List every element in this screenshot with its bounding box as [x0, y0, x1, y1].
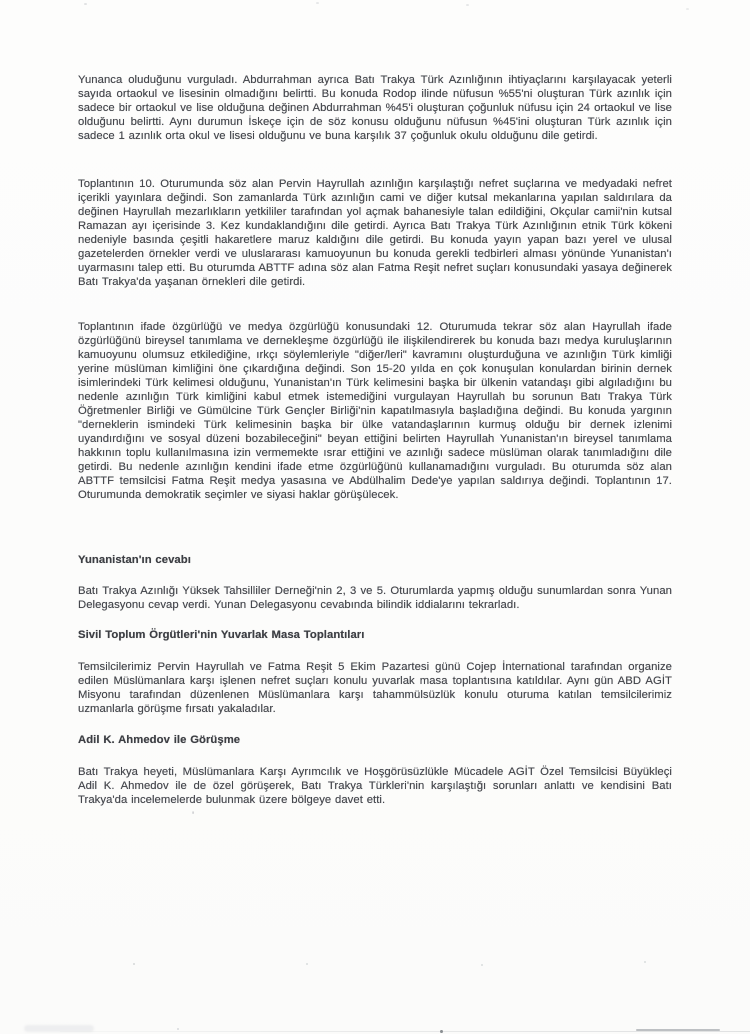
scan-speck: [466, 4, 469, 6]
scan-bottom-edge-dark: [636, 1029, 720, 1031]
scan-speck: [316, 2, 319, 4]
paragraph-ahmedov-meeting: Batı Trakya heyeti, Müslümanlara Karşı Ayrımcılık ve Hoşgörüsüzlükle Mücadele AGİT Özel Temsilcisi Büyükleçi Adil K. Ahmedov ile de özel görüşerek, Batı Trakya Türkleri'nin karşılaştığı sorunları anlattı ve kendisini Batı Trakya'da incelemelerde bulunmak üzere bölgeye davet etti.: [78, 766, 672, 806]
paragraph-minority-schools: Yunanca oluduğunu vurguladı. Abdurrahman ayrıca Batı Trakya Türk Azınlığının ihtiyaçlarını karşılayacak yeterli sayıda ortaokul ve lisesinin olmadığını belirtti. Bu konuda Rodop ilinde nüfusun %55'ni oluşturan Türk azınlık için sadece bir ortaokul ve lise olduğuna değinen Abdurrahman %45'i oluşturan çoğunluk nüfusu için 24 ortaokul ve lise olduğunu belirtti. Aynı durumun İskeçe için de söz konusu olduğunu nüfusun %45'ini oluşturan Türk azınlık için sadece 1 azınlık orta okul ve lisesi olduğunu ve buna karşılık 37 çoğunluk okulu olduğunu dile getirdi.: [78, 74, 672, 142]
scan-speck: [306, 963, 308, 965]
paragraph-greece-response: Batı Trakya Azınlığı Yüksek Tahsilliler Derneği'nin 2, 3 ve 5. Oturumlarda yapmış olduğu sunumlardan sonra Yunan Delegasyonu cevap verdi. Yunan Delegasyonu cevabında bilindik iddialarını tekrarladı.: [78, 585, 672, 611]
scan-speck: [644, 961, 646, 963]
scan-stray-mark: ': [192, 810, 195, 822]
scan-speck: [133, 963, 135, 965]
scan-bottom-edge: [60, 1031, 750, 1032]
heading-greece-response: Yunanistan'ın cevabı: [78, 554, 191, 566]
heading-ngo-roundtable-meetings: Sivil Toplum Örgütleri'nin Yuvarlak Masa Toplantıları: [78, 629, 365, 641]
paragraph-session12-freedom-of-expression: Toplantının ifade özgürlüğü ve medya özgürlüğü konusundaki 12. Oturumuda tekrar söz alan Hayrullah ifade özgürlüğünü bireysel tanımlama ve dernekleşme özgürlüğü ile ilişkilendirerek bu konuda bazı medya kuruluşlarının kamuoyunu olumsuz etkilediğine, ırkçı söylemleriyle "diğer/leri" kavramını oluşturduğuna ve azınlığın Türk kimliği yerine müslüman kimliğini öne çıkardığına değindi. Son 15-20 yılda en çok konuşulan konulardan birinin dernek isimlerindeki Türk kelimesi olduğunu, Yunanistan'ın Türk kelimesini başka bir ülkenin vatandaşı gibi algıladığını bu nedenle azınlığın Türk kimliğini kabul etmek istemediğini vurgulayan Hayrullah bu sorunun Batı Trakya Türk Öğretmenler Birliği ve Gümülcine Türk Gençler Birliği'nin kapatılmasıyla başladığına değindi. Bu konuda yargının "derneklerin ismindeki Türk kelimesinin başka bir ülke vatandaşlarının kurmuş olduğu bir dernek izlenimi uyandırdığını ve sosyal düzeni bozabileceğini" beyan ettiğini belirten Hayrullah Yunanistan'ın bireysel tanımlama hakkının toplu kullanılmasına izin vermemekte ısrar ettiğini ve azınlığı sadece müslüman olarak tanımladığını dile getirdi. Bu nedenle azınlığın kendini ifade etme özgürlüğünü kullanamadığını vurguladı. Bu oturumda söz alan ABTTF temsilcisi Fatma Reşit medya yasasına ve Abdülhalim Dede'ye yapılan saldırıya değindi. Toplantının 17. Oturumunda demokratik seçimler ve siyasi haklar görüşülecek.: [78, 321, 672, 501]
heading-ahmedov-meeting: Adil K. Ahmedov ile Görüşme: [78, 734, 241, 746]
paragraph-ngo-roundtable-meetings: Temsilcilerimiz Pervin Hayrullah ve Fatma Reşit 5 Ekim Pazartesi günü Cojep İnternational tarafından organize edilen Müslümanlara karşı işlenen nefret suçları konulu yuvarlak masa toplantısına katıldılar. Aynı gün ABD AGİT Misyonu tarafından düzenlenen Müslümanlara karşı tahammülsüzlük konulu oturuma katılan temsilcilerimiz uzmanlarla görüşme fırsatı yakaladılar.: [78, 661, 672, 715]
scan-speck: [686, 8, 689, 10]
paragraph-session10-hate-crimes: Toplantının 10. Oturumunda söz alan Pervin Hayrullah azınlığın karşılaştığı nefret suçlarına ve medyadaki nefret içerikli yayınlara değindi. Son zamanlarda Türk azınlığın cami ve diğer kutsal mekanlarına yapılan saldırılara da değinen Hayrullah mezarlıkların yetkililer tarafından yol açmak bahanesiyle talan edildiğini, Okçular camii'nin kutsal Ramazan ayı içerisinde 3. Kez kundaklandığını dile getirdi. Ayrıca Batı Trakya Türk Azınlığının etnik Türk kökeni nedeniyle basında çeşitli hakaretlere maruz kaldığını dile getirdi. Bu konuda yayın yapan bazı yerel ve ulusal gazetelerden örnekler verdi ve uluslararası kamuoyunun bu konuda gerekli tedbirleri alması yönünde Yunanistan'ı uyarmasını talep etti. Bu oturumda ABTTF adına söz alan Fatma Reşit nefret suçları konusundaki yasaya değinerek Batı Trakya'da yaşanan örnekleri dile getirdi.: [78, 178, 672, 288]
scan-speck: [84, 3, 87, 5]
scan-speck: [481, 964, 483, 966]
scan-speck: [177, 1028, 179, 1030]
